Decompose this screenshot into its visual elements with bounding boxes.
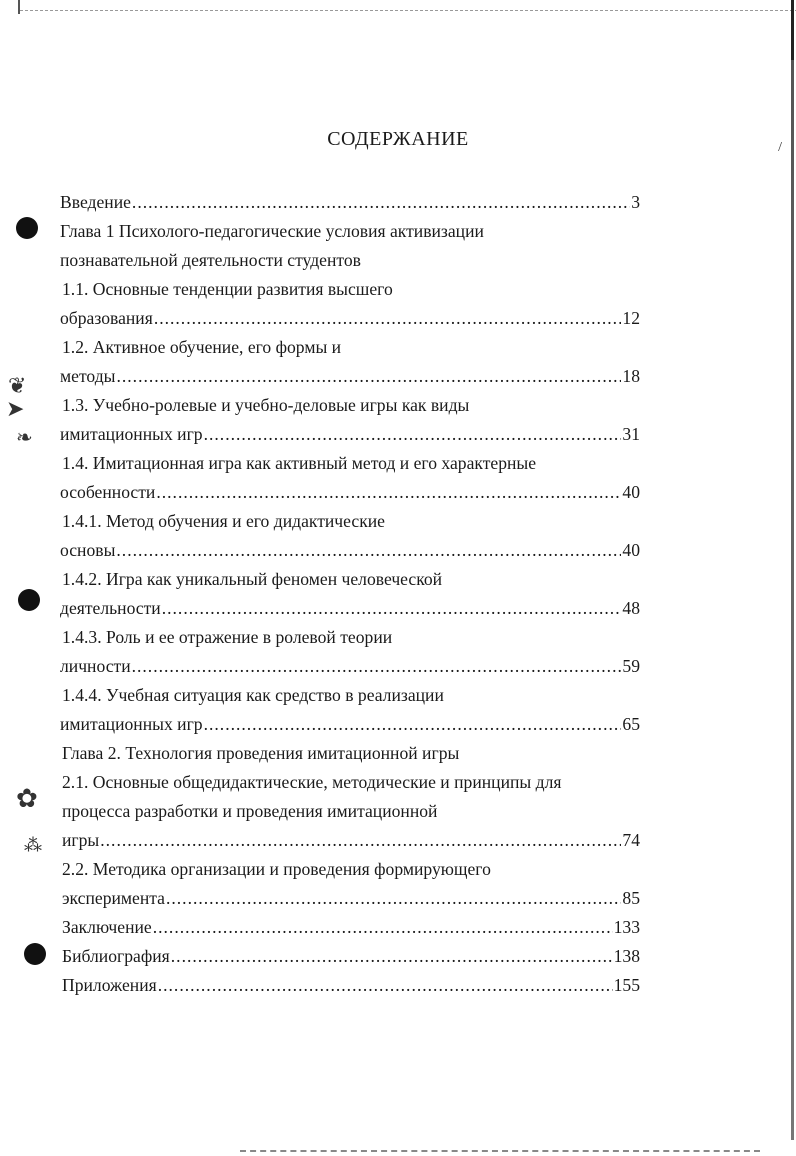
toc-entry[interactable]: Заключение ..... 133: [60, 913, 640, 942]
toc-entry[interactable]: имитационных игр ..... 31: [60, 420, 640, 449]
toc-entry[interactable]: Введение ..... 3: [60, 188, 640, 217]
scan-top-edge: [18, 0, 796, 14]
table-of-contents: [60, 188, 640, 1000]
toc-entry[interactable]: имитационных игр ..... 65: [60, 710, 640, 739]
toc-entry[interactable]: особенности ..... 40: [60, 478, 640, 507]
ink-smudge-icon: ❧: [16, 427, 33, 449]
toc-entry[interactable]: Библиография ..... 138: [60, 942, 640, 971]
punch-hole-icon: [16, 217, 38, 239]
toc-heading: 2.2. Методика организации и проведения формирующего: [62, 859, 491, 879]
punch-hole-icon: [24, 943, 46, 965]
scan-mark: /: [778, 140, 782, 155]
toc-entry[interactable]: методы ..... 18: [60, 362, 640, 391]
ink-smudge-icon: ➤: [6, 396, 25, 421]
toc-entry[interactable]: деятельности ..... 48: [60, 594, 640, 623]
toc-heading: 1.3. Учебно-ролевые и учебно-деловые игры как виды: [62, 395, 470, 415]
toc-heading: 1.4.4. Учебная ситуация как средство в реализации: [62, 685, 444, 705]
ink-smudge-icon: ⁂: [24, 835, 42, 855]
toc-entry[interactable]: образования ..... 12: [60, 304, 640, 333]
toc-heading: Глава 1 Психолого-педагогические условия активизации: [60, 221, 484, 241]
toc-heading: познавательной деятельности студентов: [60, 250, 361, 270]
toc-heading: 1.4.2. Игра как уникальный феномен человеческой: [62, 569, 443, 589]
toc-entry[interactable]: эксперимента ..... 85: [60, 884, 640, 913]
toc-heading: процесса разработки и проведения имитационной: [62, 801, 438, 821]
ink-smudge-icon: ❦: [8, 373, 27, 398]
toc-heading: 1.4. Имитационная игра как активный метод и его характерные: [62, 453, 537, 473]
toc-entry[interactable]: игры ..... 74: [60, 826, 640, 855]
page-title: СОДЕРЖАНИЕ: [327, 128, 469, 150]
scan-right-edge: [791, 0, 794, 1140]
toc-entry[interactable]: личности ..... 59: [60, 652, 640, 681]
toc-entry[interactable]: основы ..... 40: [60, 536, 640, 565]
toc-entry[interactable]: Приложения ..... 155: [60, 971, 640, 1000]
punch-hole-icon: [18, 589, 40, 611]
scan-bottom-edge: [240, 1150, 760, 1152]
toc-heading: 1.1. Основные тенденции развития высшего: [62, 279, 393, 299]
ink-smudge-icon: ✿: [16, 784, 38, 813]
toc-heading: 1.4.3. Роль и ее отражение в ролевой теории: [62, 627, 393, 647]
toc-heading: 1.4.1. Метод обучения и его дидактические: [62, 511, 385, 531]
toc-heading: 2.1. Основные общедидактические, методические и принципы для: [62, 772, 562, 792]
toc-heading: Глава 2. Технология проведения имитационной игры: [62, 743, 460, 763]
toc-heading: 1.2. Активное обучение, его формы и: [62, 337, 342, 357]
